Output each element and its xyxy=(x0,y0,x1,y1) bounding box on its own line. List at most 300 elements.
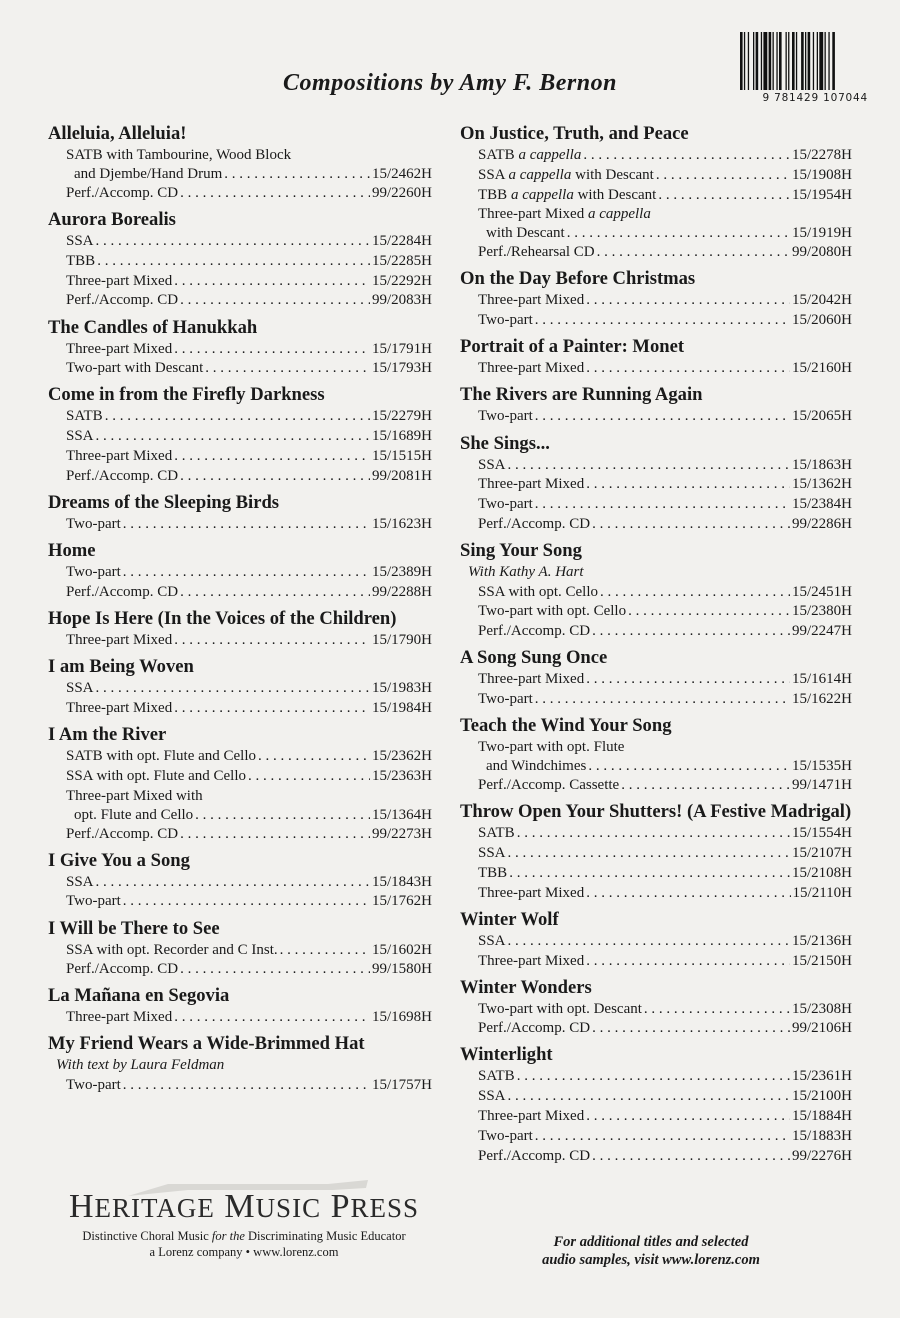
edition-row xyxy=(460,166,852,186)
composition-title[interactable]: La Mañana en Segovia xyxy=(48,985,230,1007)
catalog-number: 15/1762H xyxy=(372,893,432,910)
catalog-number: 15/2065H xyxy=(792,408,852,425)
leader-dots xyxy=(658,186,790,206)
composition-title[interactable]: Alleluia, Alleluia! xyxy=(48,123,187,144)
edition-voicing: Three-part Mixed xyxy=(478,671,585,688)
edition-label xyxy=(478,515,590,535)
edition-label xyxy=(66,359,203,379)
edition-label xyxy=(66,825,178,845)
composition-note: With text by Laura Feldman xyxy=(56,1057,225,1074)
catalog-number: 15/1863H xyxy=(792,456,852,473)
edition-label xyxy=(66,407,103,427)
composition-title[interactable]: I Give You a Song xyxy=(48,849,190,871)
edition-row xyxy=(48,941,432,961)
edition-row xyxy=(460,359,852,379)
edition-row xyxy=(48,563,432,583)
catalog-number: 15/2284H xyxy=(372,233,432,250)
composition-entry xyxy=(48,383,432,486)
leader-dots xyxy=(592,515,790,535)
edition-label xyxy=(66,515,121,535)
catalog-number: 15/2462H xyxy=(372,166,432,182)
composition-entry xyxy=(48,655,432,719)
edition-label-italic: a cappella xyxy=(510,186,574,203)
edition-row xyxy=(48,184,432,204)
edition-label-line2 xyxy=(66,806,432,825)
leader-dots xyxy=(123,515,370,535)
composition-entry xyxy=(460,646,852,710)
catalog-number: 15/1843H xyxy=(372,873,432,890)
edition-row xyxy=(460,670,852,690)
catalog-number: 15/2292H xyxy=(372,272,432,289)
catalog-number: 99/2247H xyxy=(792,623,852,640)
edition-label: and Djembe/Hand Drum xyxy=(74,166,223,182)
edition-voicing: SATB xyxy=(478,1068,515,1085)
edition-row xyxy=(48,825,432,845)
composition-title[interactable]: Portrait of a Painter: Monet xyxy=(460,336,685,358)
edition-row xyxy=(48,892,432,912)
leader-dots xyxy=(588,757,790,776)
leader-dots xyxy=(180,184,370,204)
catalog-number: 15/1790H xyxy=(372,631,432,648)
composition-title[interactable]: The Candles of Hanukkah xyxy=(48,316,258,338)
catalog-number: 99/2080H xyxy=(792,244,852,261)
leader-dots xyxy=(535,407,790,427)
edition-voicing: Three-part Mixed xyxy=(478,1108,585,1125)
edition-row xyxy=(460,1087,852,1107)
edition-label-line1 xyxy=(66,787,432,806)
leader-dots xyxy=(180,291,370,311)
leader-dots xyxy=(508,932,790,952)
catalog-number: 15/1884H xyxy=(792,1108,852,1125)
edition-voicing: SATB xyxy=(66,408,103,425)
leader-dots xyxy=(123,1076,370,1096)
edition-label xyxy=(66,631,172,651)
composition-entry xyxy=(48,1032,432,1095)
composition-title[interactable]: Dreams of the Sleeping Birds xyxy=(48,491,280,513)
catalog-number: 99/2106H xyxy=(792,1020,852,1037)
edition-voicing: Two-part with opt. Cello xyxy=(478,603,627,620)
leader-dots xyxy=(517,1067,790,1087)
edition-voicing: SSA xyxy=(478,845,506,862)
catalog-number: 99/2081H xyxy=(372,467,432,484)
leader-dots xyxy=(509,864,790,884)
leader-dots xyxy=(97,252,370,272)
composition-entry xyxy=(48,539,432,603)
composition-entry xyxy=(460,383,852,427)
edition-voicing: SSA with opt. Cello xyxy=(478,583,599,600)
composition-title[interactable]: Aurora Borealis xyxy=(48,209,176,231)
leader-dots xyxy=(180,825,370,845)
edition-label-line1 xyxy=(478,738,852,757)
edition-voicing: Three-part Mixed xyxy=(478,884,585,901)
edition-label xyxy=(66,427,94,447)
catalog-number: 15/1602H xyxy=(372,941,432,958)
edition-row xyxy=(48,272,432,292)
edition-voicing: SSA with opt. Flute and Cello xyxy=(66,767,247,784)
edition-label-line2 xyxy=(478,224,852,243)
composition-entry xyxy=(460,432,852,535)
composition-title[interactable]: She Sings... xyxy=(460,432,550,454)
edition-row xyxy=(460,311,852,331)
composition-entry xyxy=(460,122,852,263)
edition-row xyxy=(48,1076,432,1096)
edition-row xyxy=(48,767,432,787)
leader-dots xyxy=(96,679,370,699)
catalog-number: 15/2279H xyxy=(372,408,432,425)
edition-voicing: SSA xyxy=(478,1088,506,1105)
edition-label xyxy=(478,1127,533,1147)
catalog-number: 99/2273H xyxy=(372,825,432,842)
page-title: Compositions by Amy F. Bernon xyxy=(283,70,617,96)
composition-title[interactable]: Hope Is Here (In the Voices of the Children) xyxy=(48,607,397,629)
edition-voicing: Perf./Accomp. CD xyxy=(66,185,179,201)
edition-voicing: Three-part Mixed xyxy=(478,292,585,309)
catalog-number: 15/1535H xyxy=(792,758,852,775)
catalog-number: 15/1362H xyxy=(792,476,852,493)
edition-voicing: SATB xyxy=(478,825,515,842)
catalog-number: 99/2288H xyxy=(372,583,432,600)
catalog-number: 15/2362H xyxy=(372,747,432,764)
catalog-number: 15/2361H xyxy=(792,1068,852,1085)
catalog-number: 15/2160H xyxy=(792,360,852,377)
edition-row xyxy=(48,146,432,184)
composition-entry xyxy=(460,267,852,331)
catalog-number: 15/2060H xyxy=(792,312,852,329)
edition-label xyxy=(478,622,590,642)
leader-dots xyxy=(180,467,370,487)
composition-title[interactable]: Winter Wolf xyxy=(460,908,559,930)
leader-dots xyxy=(597,243,790,263)
composition-title[interactable]: A Song Sung Once xyxy=(460,647,608,669)
edition-voicing: SSA xyxy=(478,456,506,473)
edition-label-line2 xyxy=(478,757,852,776)
edition-label xyxy=(66,747,256,767)
composition-title[interactable]: Throw Open Your Shutters! (A Festive Madrigal) xyxy=(460,801,852,823)
composition-title[interactable]: I am Being Woven xyxy=(48,656,194,678)
edition-voicing: SSA with opt. Recorder and C Inst. xyxy=(66,941,278,958)
edition-label: SATB with Tambourine, Wood Block xyxy=(66,147,292,163)
edition-voicing: Perf./Accomp. CD xyxy=(66,961,179,978)
edition-row xyxy=(460,186,852,206)
catalog-number: 15/2384H xyxy=(792,496,852,513)
leader-dots xyxy=(628,602,790,622)
edition-row xyxy=(460,1000,852,1020)
edition-row xyxy=(460,291,852,311)
composition-entry xyxy=(48,607,432,651)
catalog-number: 15/1954H xyxy=(792,186,852,203)
edition-label xyxy=(478,475,584,495)
leader-dots xyxy=(567,224,790,243)
leader-dots xyxy=(96,873,370,893)
edition-row xyxy=(460,932,852,952)
catalog-number: 15/1919H xyxy=(792,225,852,242)
edition-label xyxy=(478,407,533,427)
edition-label xyxy=(478,1019,590,1039)
edition-label xyxy=(478,359,584,379)
edition-label xyxy=(478,1000,642,1020)
leader-dots xyxy=(535,311,790,331)
edition-voicing: Two-part xyxy=(478,408,533,425)
catalog-number: 99/1580H xyxy=(372,961,432,978)
leader-dots xyxy=(586,952,790,972)
composition-title[interactable]: On Justice, Truth, and Peace xyxy=(460,123,689,144)
composition-title[interactable]: The Rivers are Running Again xyxy=(460,384,703,406)
edition-row xyxy=(460,407,852,427)
leader-dots xyxy=(621,776,790,796)
composition-entry xyxy=(460,714,852,796)
edition-voicing: Three-part Mixed xyxy=(478,952,585,969)
edition-voicing: SSA xyxy=(478,166,505,183)
edition-label xyxy=(66,467,178,487)
edition-row xyxy=(48,252,432,272)
edition-row xyxy=(460,475,852,495)
catalog-number: 15/2150H xyxy=(792,952,852,969)
edition-row xyxy=(460,844,852,864)
edition-voicing: Three-part Mixed xyxy=(66,448,173,465)
edition-voicing: Perf./Accomp. CD xyxy=(66,583,179,600)
edition-label-line1 xyxy=(478,205,852,224)
catalog-number: 15/1698H xyxy=(372,1009,432,1026)
catalog-number: 15/1623H xyxy=(372,515,432,532)
edition-label xyxy=(478,186,656,206)
edition-row xyxy=(460,495,852,515)
edition-voicing: Two-part xyxy=(66,515,121,532)
edition-label xyxy=(478,311,533,331)
edition-row xyxy=(460,1067,852,1087)
catalog-number: 15/1614H xyxy=(792,671,852,688)
leader-dots xyxy=(96,427,370,447)
composition-title[interactable]: Sing Your Song xyxy=(460,540,582,562)
catalog-number: 15/2108H xyxy=(792,864,852,881)
edition-voicing: Perf./Accomp. CD xyxy=(478,1147,591,1164)
composition-entry xyxy=(48,917,432,981)
composition-title[interactable]: Home xyxy=(48,540,96,562)
leader-dots xyxy=(180,960,370,980)
publisher-logo: HERITAGE MUSIC PRESS xyxy=(68,1188,420,1225)
edition-row xyxy=(460,515,852,535)
edition-row xyxy=(48,359,432,379)
leader-dots xyxy=(96,232,370,252)
composition-title[interactable]: Come in from the Firefly Darkness xyxy=(48,384,325,406)
edition-row xyxy=(460,602,852,622)
edition-row xyxy=(460,205,852,243)
edition-voicing: Three-part Mixed xyxy=(478,360,585,377)
edition-voicing: Three-part Mixed xyxy=(66,699,173,716)
edition-row xyxy=(460,1019,852,1039)
edition-voicing: Three-part Mixed xyxy=(66,631,173,648)
edition-label xyxy=(66,960,178,980)
leader-dots xyxy=(517,824,790,844)
leader-dots xyxy=(105,407,370,427)
edition-row xyxy=(460,952,852,972)
edition-voicing: Perf./Accomp. CD xyxy=(66,467,179,484)
catalog-number: 15/2389H xyxy=(372,564,432,581)
composition-entry xyxy=(460,1043,852,1166)
edition-label xyxy=(66,583,178,603)
composition-title[interactable]: Teach the Wind Your Song xyxy=(460,715,672,737)
leader-dots xyxy=(174,447,370,467)
edition-label-italic: a cappella xyxy=(508,166,572,183)
edition-row xyxy=(460,690,852,710)
leader-dots xyxy=(195,806,370,825)
leader-dots xyxy=(592,622,790,642)
composition-entry xyxy=(48,984,432,1028)
catalog-number: 99/2260H xyxy=(372,185,432,201)
leader-dots xyxy=(248,767,370,787)
edition-label xyxy=(66,1076,121,1096)
catalog-number: 15/1983H xyxy=(372,680,432,697)
edition-voicing: SSA xyxy=(66,680,94,697)
edition-row xyxy=(48,1008,432,1028)
catalog-number: 15/1364H xyxy=(372,806,432,823)
catalog-number: 15/2042H xyxy=(792,292,852,309)
edition-row xyxy=(48,447,432,467)
leader-dots xyxy=(174,699,370,719)
edition-row xyxy=(48,291,432,311)
right-column xyxy=(460,122,852,1171)
edition-label-italic: a cappella xyxy=(518,147,582,163)
edition-label: with Descant xyxy=(486,225,565,242)
catalog-number: 15/2380H xyxy=(792,603,852,620)
edition-voicing: SATB with opt. Flute and Cello xyxy=(66,747,257,764)
composition-note: With Kathy A. Hart xyxy=(468,564,584,581)
edition-row xyxy=(48,699,432,719)
edition-label xyxy=(478,864,507,884)
composition-title[interactable]: I Will be There to See xyxy=(48,917,220,939)
edition-voicing: Perf./Accomp. CD xyxy=(478,1020,591,1037)
leader-dots xyxy=(174,340,370,360)
leader-dots xyxy=(174,1008,370,1028)
edition-row xyxy=(460,824,852,844)
edition-label xyxy=(478,952,584,972)
composition-entry xyxy=(48,491,432,535)
leader-dots xyxy=(586,884,790,904)
edition-voicing: Perf./Rehearsal CD xyxy=(478,244,595,261)
barcode-number: 9 781429 107044 xyxy=(762,92,868,104)
edition-voicing: Two-part with Descant xyxy=(66,360,204,377)
edition-voicing: Perf./Accomp. CD xyxy=(66,292,179,309)
catalog-number: 15/2285H xyxy=(372,252,432,269)
edition-voicing: Two-part xyxy=(66,564,121,581)
composition-entry xyxy=(48,849,432,913)
catalog-number: 15/2100H xyxy=(792,1088,852,1105)
catalog-number: 15/1689H xyxy=(372,428,432,445)
composition-entry xyxy=(460,976,852,1040)
edition-label-suffix: with Descant xyxy=(575,166,654,183)
composition-entry xyxy=(48,316,432,380)
catalog-number: 15/2308H xyxy=(792,1000,852,1017)
catalog-number: 99/2083H xyxy=(372,292,432,309)
edition-label xyxy=(66,184,178,204)
catalog-number: 15/2107H xyxy=(792,845,852,862)
catalog-number: 15/1622H xyxy=(792,691,852,708)
leader-dots xyxy=(508,456,790,476)
catalog-number: 15/2363H xyxy=(372,767,432,784)
edition-row xyxy=(48,583,432,603)
edition-row xyxy=(460,738,852,776)
leader-dots xyxy=(592,1147,790,1167)
edition-row xyxy=(48,407,432,427)
leader-dots xyxy=(123,892,370,912)
edition-label xyxy=(478,844,506,864)
edition-voicing: Two-part xyxy=(66,1076,121,1093)
publisher-tagline: Distinctive Choral Music for the Discriminating Music Educator xyxy=(82,1229,406,1243)
edition-label xyxy=(66,340,172,360)
edition-voicing: TBB xyxy=(478,864,508,881)
edition-row xyxy=(48,960,432,980)
leader-dots xyxy=(586,359,790,379)
edition-row xyxy=(460,1127,852,1147)
edition-voicing: Three-part Mixed xyxy=(66,340,173,357)
catalog-number: 15/1883H xyxy=(792,1127,852,1144)
edition-row xyxy=(48,787,432,825)
catalog-number: 15/1791H xyxy=(372,340,432,357)
edition-label xyxy=(66,892,121,912)
edition-label xyxy=(478,166,654,186)
edition-voicing: Perf./Accomp. CD xyxy=(66,825,179,842)
composition-entry xyxy=(460,539,852,642)
composition-entry xyxy=(460,800,852,903)
footer-note: For additional titles and selected audio samples, visit www.lorenz.com xyxy=(542,1234,760,1268)
edition-label xyxy=(66,767,246,787)
edition-label-italic: a cappella xyxy=(587,206,651,223)
edition-label: Three-part Mixed xyxy=(478,206,585,223)
edition-row xyxy=(460,243,852,263)
edition-label: Three-part Mixed with xyxy=(66,787,203,804)
edition-label: and Windchimes xyxy=(486,758,587,775)
catalog-number: 99/2276H xyxy=(792,1147,852,1164)
edition-row xyxy=(48,679,432,699)
catalog-number: 15/2136H xyxy=(792,932,852,949)
catalog-number: 15/1793H xyxy=(372,360,432,377)
edition-row xyxy=(460,622,852,642)
edition-row xyxy=(48,515,432,535)
edition-voicing: TBB xyxy=(66,252,96,269)
leader-dots xyxy=(586,1107,790,1127)
edition-label xyxy=(478,602,626,622)
composition-title[interactable]: Winterlight xyxy=(460,1044,553,1066)
edition-label xyxy=(478,824,515,844)
edition-row xyxy=(460,583,852,603)
edition-label xyxy=(66,873,94,893)
edition-label xyxy=(478,1067,515,1087)
edition-label-suffix: with Descant xyxy=(577,186,657,203)
leader-dots xyxy=(586,670,790,690)
leader-dots xyxy=(535,1127,790,1147)
edition-voicing: Two-part xyxy=(478,496,533,513)
catalog-number: 15/2110H xyxy=(792,884,852,901)
edition-label xyxy=(66,1008,172,1028)
edition-label xyxy=(66,252,95,272)
edition-row xyxy=(48,232,432,252)
edition-label xyxy=(66,563,121,583)
edition-label xyxy=(478,1087,506,1107)
leader-dots xyxy=(123,563,370,583)
composition-title[interactable]: Winter Wonders xyxy=(460,976,592,998)
edition-label xyxy=(478,690,533,710)
edition-label xyxy=(478,243,595,263)
publisher-block xyxy=(48,1178,440,1260)
leader-dots xyxy=(224,165,370,184)
leader-dots xyxy=(174,631,370,651)
edition-voicing: Three-part Mixed xyxy=(66,1009,173,1026)
composition-title[interactable]: I Am the River xyxy=(48,723,167,745)
leader-dots xyxy=(180,583,370,603)
edition-voicing: Perf./Accomp. CD xyxy=(478,623,591,640)
composition-title[interactable]: On the Day Before Christmas xyxy=(460,268,696,290)
composition-title[interactable]: My Friend Wears a Wide-Brimmed Hat xyxy=(48,1033,365,1055)
edition-label xyxy=(66,699,172,719)
